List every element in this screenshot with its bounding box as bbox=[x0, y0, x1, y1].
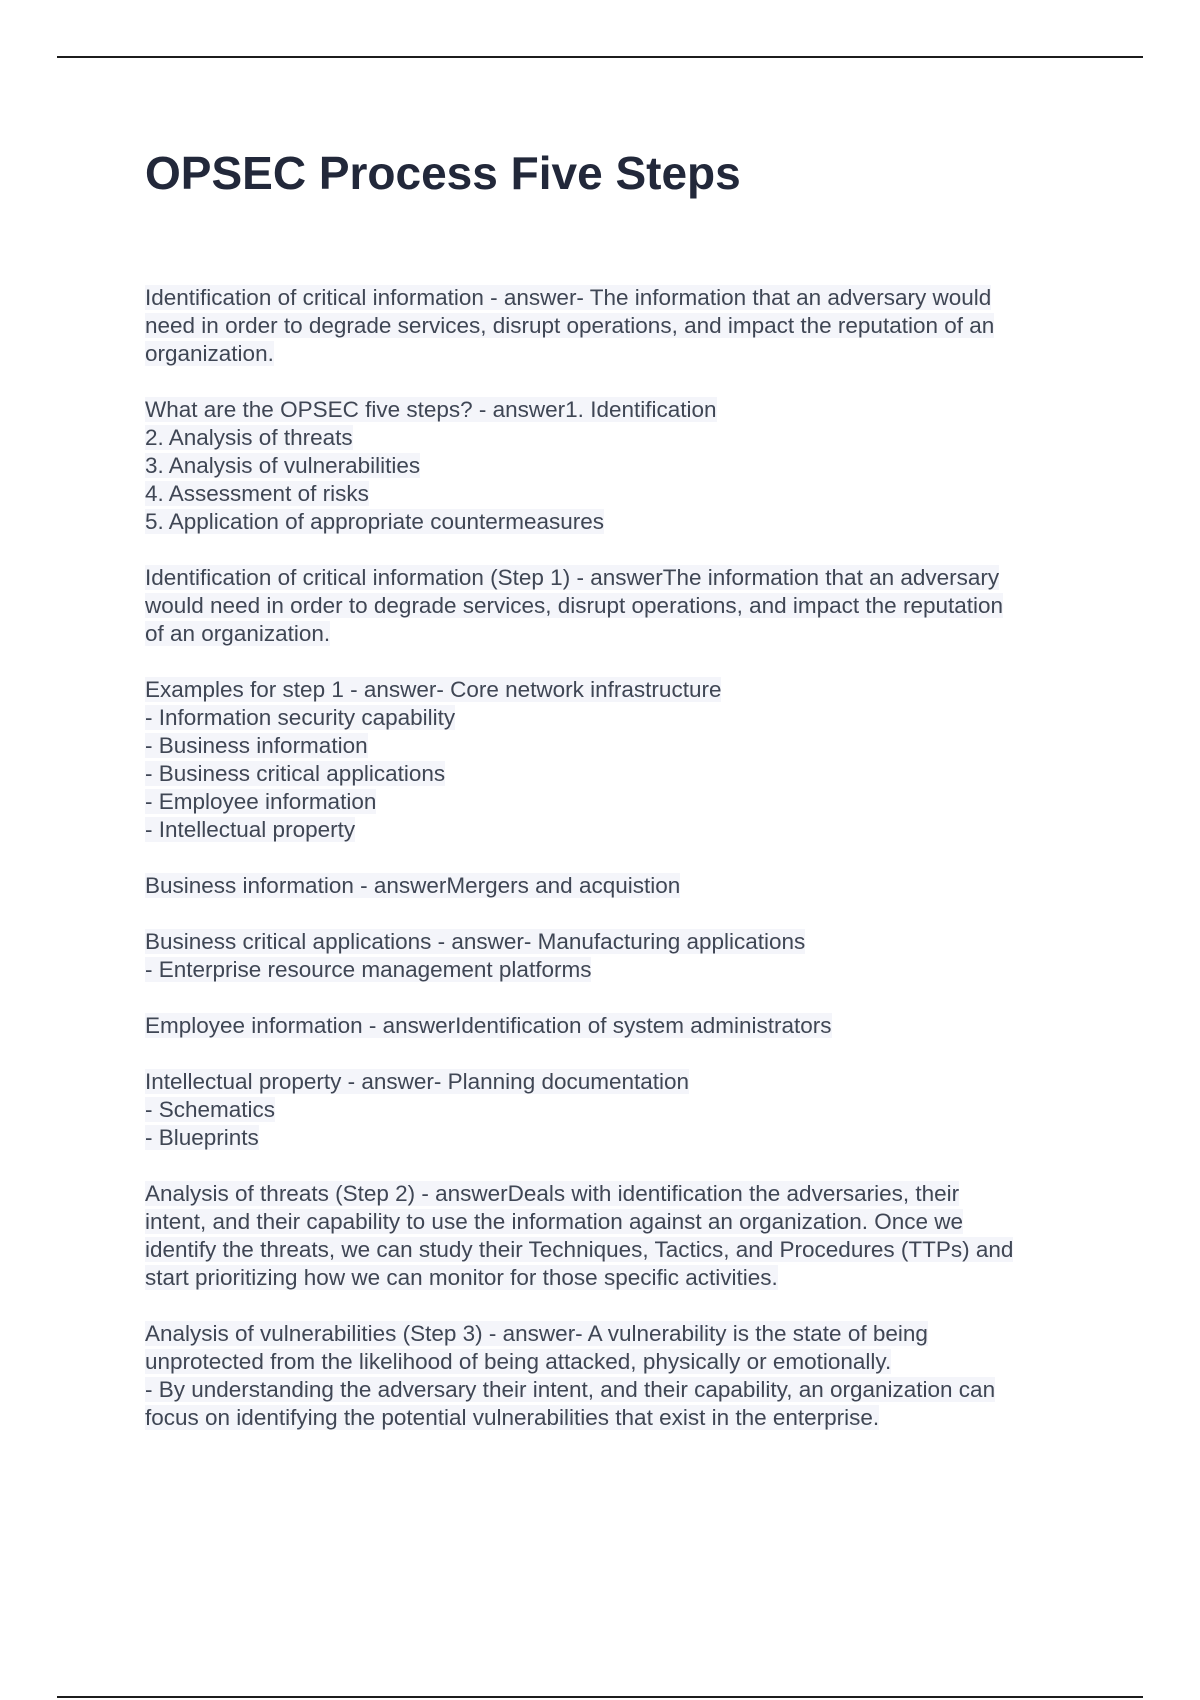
qa-line-text: - Schematics bbox=[145, 1097, 276, 1122]
qa-line-text: Intellectual property - answer- Planning documentation bbox=[145, 1069, 690, 1094]
qa-line bbox=[145, 1348, 1095, 1376]
qa-line-text: Employee information - answerIdentification of system administrators bbox=[145, 1013, 832, 1038]
qa-line-text: - By understanding the adversary their intent, and their capability, an organization can bbox=[145, 1377, 996, 1402]
qa-line bbox=[145, 872, 1095, 900]
qa-entry bbox=[145, 396, 1095, 536]
qa-line-text: - Employee information bbox=[145, 789, 377, 814]
qa-line-text: 2. Analysis of threats bbox=[145, 425, 353, 450]
qa-line-text: - Business information bbox=[145, 733, 368, 758]
qa-line bbox=[145, 1376, 1095, 1404]
qa-entry bbox=[145, 1180, 1095, 1292]
qa-line-text: identify the threats, we can study their Techniques, Tactics, and Procedures (TTPs) and bbox=[145, 1237, 1014, 1262]
qa-entry bbox=[145, 1068, 1095, 1152]
qa-line-text: - Blueprints bbox=[145, 1125, 259, 1150]
qa-line-text: Examples for step 1 - answer- Core network infrastructure bbox=[145, 677, 722, 702]
qa-entry bbox=[145, 284, 1095, 368]
qa-line bbox=[145, 1180, 1095, 1208]
qa-entry bbox=[145, 1012, 1095, 1040]
qa-line bbox=[145, 480, 1095, 508]
qa-line bbox=[145, 676, 1095, 704]
qa-line-text: focus on identifying the potential vulnerabilities that exist in the enterprise. bbox=[145, 1405, 880, 1430]
qa-entry bbox=[145, 1320, 1095, 1432]
qa-line bbox=[145, 704, 1095, 732]
qa-line-text: of an organization. bbox=[145, 621, 331, 646]
qa-line bbox=[145, 1264, 1095, 1292]
qa-line bbox=[145, 816, 1095, 844]
qa-line-text: need in order to degrade services, disrupt operations, and impact the reputation of an bbox=[145, 313, 995, 338]
qa-line-text: Analysis of vulnerabilities (Step 3) - answer- A vulnerability is the state of being bbox=[145, 1321, 928, 1346]
qa-line-text: - Enterprise resource management platforms bbox=[145, 957, 592, 982]
qa-line-text: Analysis of threats (Step 2) - answerDeals with identification the adversaries, their bbox=[145, 1181, 960, 1206]
qa-line bbox=[145, 732, 1095, 760]
qa-line-text: would need in order to degrade services, disrupt operations, and impact the reputation bbox=[145, 593, 1004, 618]
qa-line bbox=[145, 424, 1095, 452]
qa-line-text: Identification of critical information (Step 1) - answerThe information that an adversary bbox=[145, 565, 1000, 590]
qa-line bbox=[145, 1124, 1095, 1152]
qa-line bbox=[145, 1236, 1095, 1264]
qa-line bbox=[145, 340, 1095, 368]
qa-line-text: organization. bbox=[145, 341, 274, 366]
qa-line bbox=[145, 760, 1095, 788]
qa-line bbox=[145, 956, 1095, 984]
page-title: OPSEC Process Five Steps bbox=[145, 147, 741, 199]
document-body bbox=[145, 284, 1095, 1460]
qa-line bbox=[145, 928, 1095, 956]
qa-entry bbox=[145, 872, 1095, 900]
qa-line-text: 4. Assessment of risks bbox=[145, 481, 369, 506]
qa-line bbox=[145, 564, 1095, 592]
qa-line bbox=[145, 1096, 1095, 1124]
qa-line-text: start prioritizing how we can monitor for those specific activities. bbox=[145, 1265, 778, 1290]
qa-entry bbox=[145, 564, 1095, 648]
qa-line-text: - Intellectual property bbox=[145, 817, 356, 842]
qa-line-text: Identification of critical information - answer- The information that an adversary would bbox=[145, 285, 992, 310]
qa-line-text: 5. Application of appropriate countermeasures bbox=[145, 509, 605, 534]
qa-line bbox=[145, 508, 1095, 536]
qa-line bbox=[145, 1320, 1095, 1348]
qa-line bbox=[145, 312, 1095, 340]
qa-line bbox=[145, 396, 1095, 424]
qa-entry bbox=[145, 676, 1095, 844]
qa-line-text: What are the OPSEC five steps? - answer1. Identification bbox=[145, 397, 717, 422]
bottom-rule bbox=[57, 1696, 1143, 1698]
qa-line bbox=[145, 1012, 1095, 1040]
qa-line bbox=[145, 1404, 1095, 1432]
qa-entry bbox=[145, 928, 1095, 984]
qa-line-text: Business critical applications - answer- Manufacturing applications bbox=[145, 929, 806, 954]
qa-line-text: intent, and their capability to use the information against an organization. Once we bbox=[145, 1209, 963, 1234]
qa-line-text: 3. Analysis of vulnerabilities bbox=[145, 453, 421, 478]
qa-line-text: - Business critical applications bbox=[145, 761, 446, 786]
qa-line-text: - Information security capability bbox=[145, 705, 456, 730]
qa-line bbox=[145, 788, 1095, 816]
qa-line bbox=[145, 1068, 1095, 1096]
qa-line bbox=[145, 1208, 1095, 1236]
qa-line-text: Business information - answerMergers and acquistion bbox=[145, 873, 681, 898]
qa-line-text: unprotected from the likelihood of being attacked, physically or emotionally. bbox=[145, 1349, 892, 1374]
qa-line bbox=[145, 284, 1095, 312]
qa-line bbox=[145, 592, 1095, 620]
top-rule bbox=[57, 56, 1143, 58]
qa-line bbox=[145, 452, 1095, 480]
qa-line bbox=[145, 620, 1095, 648]
